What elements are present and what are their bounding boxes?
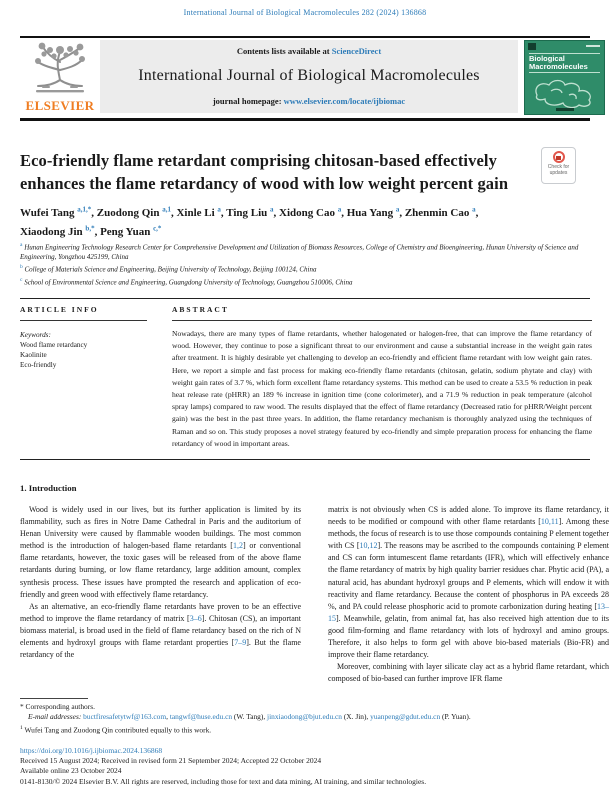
abstract-text: Nowadays, there are many types of flame retardants, whether halogenated or halogen-free, that can improve the flame retardancy of wood. However, they continue to pose a significant threat to our environment and cause a substantial increase in the weight gain rates after treatment. It is highly desirable yet challenging to develop an eco-friendly and efficient flame retardant with low weight gain rates. Here, we report a simple and fast process for making eco-friendly flame retardants (chitosan, gelatin, sodium phytate and clay) with weight gain rates of 3.7 %, which form excellent flame retardancy systems. This method can be used to create a 53.5 % reduction in peak heat release rate (pHRR) an 189 % increase in ignition time (cone colorimeter), and a 71.9 % reduction in peak temperature (alcohol spray lamps) compared to raw wood. The results displayed that the effect of flame retardancy (Decreased ratio for pHRR/Weight percent gain) was the best in the past three years. In addition, the flame retardancy mechanism is thoroughly analyzed using the techniques of Raman and so on. This study proposes a novel strategy featured by eco-friendly and simple preparation process for enhancing the flame retardancy of wood in important areas. [172, 329, 592, 448]
keyword: Wood flame retardancy [20, 341, 88, 349]
crossmark-icon [553, 151, 565, 163]
body-left-column [20, 504, 301, 685]
footnote-rule [20, 698, 88, 699]
author-name: Xidong Cao $^a$, [279, 205, 347, 219]
affiliation-sup: b [20, 264, 23, 271]
email-links: buctfiresafetytwf@163.com, tangwf@huse.edu.cn (W. Tang), jinxiaodong@bjut.edu.cn (X. Jin), yuanpeng@gdut.edu.cn (P. Yuan). [83, 712, 471, 722]
author-affiliation-sup: b,* [85, 224, 95, 233]
body-paragraph: Wood is widely used in our lives, but its further application is limited by its flammability, such as fires in Notre Dame Cathedral in Paris and the auditorium of Henan University were caused by flammable wooden buildings. The most common method is the introduction of halogen-based flame retardants [1,2] or conventional flame retardants, however, the toxic gases will be released from of the above flame retardants during burning, or low flame retardancy, large addition amount, complex synthesis process. These issues have prompted the research and application of eco-friendly and green wood with effectively flame retardancy. [20, 505, 301, 599]
corresponding-authors-note [20, 702, 592, 712]
received-dates: Received 15 August 2024; Received in revised form 21 September 2024; Accepted 22 October 2024 [20, 756, 322, 766]
cover-title-line2: Macromolecules [529, 62, 588, 71]
author-affiliation-sup: c,* [153, 224, 162, 233]
abstract-column [172, 305, 592, 450]
email-link[interactable]: jinxiaodong@bjut.edu.cn [267, 712, 342, 722]
contents-line [237, 46, 381, 56]
doi-link[interactable]: https://doi.org/10.1016/j.ijbiomac.2024.136868 [20, 746, 163, 755]
author-name: Zuodong Qin $^{a,1}$, [96, 205, 177, 219]
cover-divider-2 [529, 72, 600, 73]
journal-masthead [100, 40, 518, 113]
citation-link[interactable]: 7–9 [234, 638, 247, 648]
article-title: Eco-friendly flame retardant comprising chitosan-based effectively enhances the flame retardancy of wood with low weight percent gain [20, 151, 509, 193]
affiliation-line: $^b$ College of Materials Science and Engineering, Beijing University of Technology, Beijing 100124, China [20, 264, 317, 274]
body-columns [20, 504, 609, 685]
corresponding-text: Corresponding authors. [23, 702, 95, 711]
abstract-bottom-rule [20, 459, 590, 460]
homepage-link[interactable]: www.elsevier.com/locate/ijbiomac [283, 96, 406, 106]
author-affiliation-sup: a,1,* [77, 205, 92, 213]
author-affiliation-sup: a [270, 205, 274, 213]
copyright-line: 0141-8130/© 2024 Elsevier B.V. All rights are reserved, including those for text and data mining, AI training, and similar technologies. [20, 776, 427, 786]
cover-logo-mark [528, 43, 536, 50]
affiliations-block [20, 240, 580, 287]
footer-block [20, 746, 592, 787]
affiliations-rule [20, 298, 590, 299]
equal-contribution-text: Wufei Tang and Zuodong Qin contributed equally to this work. [22, 725, 212, 735]
affiliation-line: $^c$ School of Environmental Science and Engineering, Guangdong University of Technology, Guangzhou 510006, China [20, 276, 353, 286]
body-paragraph: As an alternative, an eco-friendly flame retardants have proven to be an effective method to improve the flame retardancy of matrix [3–6]. Chitosan (CS), an important biomass material, is broad used in the field of flame retardancy based on the rich of N elements and hydroxyl groups with flame retardant properties [7–9]. But the flame retardancy of the [20, 601, 301, 660]
keywords-list [20, 340, 147, 370]
authors-line [20, 201, 520, 240]
cover-bottom-mark [556, 108, 574, 111]
body-paragraph: matrix is not obviously when CS is added alone. To improve its flame retardancy, it needs to be modified or compound with other flame retardants [10,11]. Among these methods, the focus of research is to use those compounds containing P element together with CS [10,12]. The reasons may be ascribed to the compounds containing P element and CS can form intumescent flame retardants (IFR), which will effectively enhance the flame retardancy of matrix by high quality barrier residues char. Phytic acid (PA), a natural acid, has abundant hydroxyl groups and P elements, which will endow it with reactivity and flame retardancy. Because the content of phosphorus in PA exceeds 28 %, and PA could release phosphoric acid to promote carbonization during heating [13–15]. Meanwhile, gelatin, from animal fat, has also received high attention due to its good film-forming and flame retardancy with lots of hydroxyl and amino groups. Therefore, it also helps to form gel with above bio-based materials (Bio-FR) and improve their flame retardancy. [328, 505, 609, 660]
email-link[interactable]: tangwf@huse.edu.cn [169, 712, 233, 722]
masthead-top-rule [20, 36, 590, 38]
journal-title: International Journal of Biological Macromolecules [138, 67, 480, 84]
elsevier-tree-icon [30, 40, 90, 98]
equal-contribution-note [20, 723, 592, 736]
affiliation-line: $^a$ Hunan Engineering Technology Research Center for Comprehensive Development and Utilization of Biomass Resources, College of Chemistry and Bioengineering, Hunan University of Science and Engineering, Yongzhou 425199, China [20, 242, 579, 262]
masthead-bottom-rule [20, 118, 590, 121]
author-affiliation-sup: a,1 [162, 205, 171, 213]
journal-cover-thumbnail[interactable] [524, 40, 605, 115]
body-right-column [328, 504, 609, 685]
cover-top-line [586, 45, 600, 47]
cover-molecule-art [529, 75, 599, 109]
author-name: Wufei Tang $^{a,1,*}$, [20, 205, 97, 219]
email-addresses-note [20, 712, 592, 722]
keyword: Kaolinite [20, 351, 47, 359]
footnote-asterisk: * [20, 702, 24, 711]
footnote-one: 1 [20, 724, 23, 731]
author-name: Xiaodong Jin $^{b,*}$, [20, 224, 101, 239]
sciencedirect-link[interactable]: ScienceDirect [331, 46, 382, 56]
affiliation-sup: c [20, 276, 23, 283]
citation-link[interactable]: 1,2 [232, 541, 243, 551]
author-affiliation-sup: a [395, 205, 400, 213]
keyword: Eco-friendly [20, 361, 57, 369]
abstract-heading: ABSTRACT [172, 305, 592, 321]
email-label: E-mail addresses: [28, 712, 82, 722]
citation-link[interactable]: 10,12 [359, 541, 378, 551]
citation-link[interactable]: 13–15 [328, 601, 609, 623]
keywords-label: Keywords: [20, 331, 51, 339]
check-for-updates-badge[interactable] [541, 147, 576, 184]
author-affiliation-sup: a [472, 205, 476, 213]
info-abstract-section [20, 305, 592, 450]
email-link[interactable]: buctfiresafetytwf@163.com [83, 712, 167, 722]
cover-title-line1: Biological [529, 54, 565, 63]
article-info-heading: ARTICLE INFO [20, 305, 147, 321]
article-info-column [20, 305, 147, 450]
email-link[interactable]: yuanpeng@gdut.edu.cn [370, 712, 441, 722]
contents-prefix: Contents lists available at [236, 46, 330, 56]
elsevier-logo[interactable] [20, 42, 100, 114]
author-name: Xinle Li $^a$, [176, 205, 227, 219]
author-name: Ting Liu $^a$, [226, 205, 280, 219]
homepage-label: journal homepage: [212, 96, 282, 106]
check-updates-label: Check for updates [547, 164, 570, 176]
affiliation-sup: a [20, 242, 23, 248]
author-affiliation-sup: a [217, 205, 221, 213]
author-name: Peng Yuan $^{c,*}$ [100, 224, 162, 239]
journal-citation-header[interactable]: International Journal of Biological Macromolecules 282 (2024) 136868 [183, 8, 427, 17]
author-affiliation-sup: a [337, 205, 342, 213]
homepage-line [213, 96, 405, 106]
author-name: Hua Yang $^a$, [346, 205, 405, 219]
body-paragraph: Moreover, combining with layer silicate clay act as a hybrid flame retardant, which composed of bio-based can further improve IFR flame [328, 662, 609, 684]
available-online: Available online 23 October 2024 [20, 766, 122, 776]
citation-link[interactable]: 3–6 [189, 613, 202, 623]
footnotes-block [20, 698, 592, 736]
introduction-heading: 1. Introduction [20, 483, 77, 493]
citation-link[interactable]: 10,11 [540, 517, 559, 527]
author-name: Zhenmin Cao $^a$, [404, 205, 479, 219]
elsevier-wordmark: ELSEVIER [25, 98, 95, 113]
